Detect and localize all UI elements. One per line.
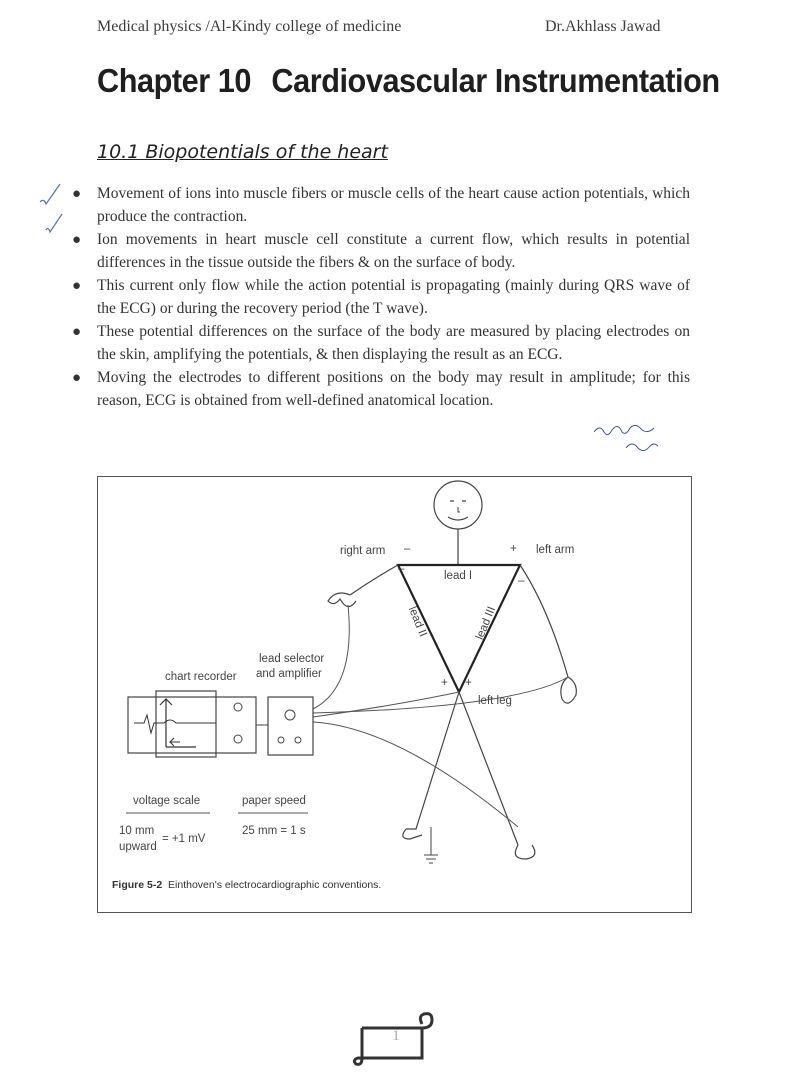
label-lead-ii: lead II — [405, 605, 429, 639]
label-lead-i: lead I — [444, 570, 473, 582]
bullet-item: ● These potential differences on the surface of the body are measured by placing electrodes on the skin, amplifying the potentials, & then displaying the result as an ECG. — [72, 323, 690, 363]
figure-caption — [112, 879, 381, 891]
label-chart-recorder: chart recorder — [165, 671, 237, 683]
label-lead-iii: lead III — [474, 604, 499, 642]
chapter-title — [97, 62, 720, 100]
chapter-name: Cardiovascular Instrumentation — [271, 62, 720, 99]
lead-selector — [268, 697, 313, 755]
label-voltage-equals: = +1 mV — [162, 833, 206, 845]
left-foot — [515, 845, 535, 859]
right-foot — [403, 829, 422, 839]
ground-symbol — [424, 855, 438, 863]
handwritten-annotation — [590, 418, 680, 454]
right-hand — [328, 593, 356, 607]
label-voltage-upward: upward — [119, 841, 157, 853]
header-course: Medical physics /Al-Kindy college of medicine — [97, 18, 402, 35]
einthoven-figure — [97, 476, 692, 913]
einthoven-diagram — [98, 477, 693, 914]
page-number: 1 — [392, 1028, 400, 1044]
stick-figure-head — [434, 481, 482, 529]
left-hand — [561, 677, 576, 703]
label-lead-selector: lead selector — [259, 653, 325, 665]
label-minus-lead-iii: – — [518, 575, 525, 587]
label-left-leg: left leg — [478, 695, 512, 707]
section-title: 10.1 Biopotentials of the heart — [97, 141, 388, 163]
label-paper-speed: paper speed — [242, 795, 306, 807]
bullet-item: ● Ion movements in heart muscle cell constitute a current flow, which results in potential differences in the tissue outside the fibers & on the surface of body. — [72, 231, 690, 271]
handwritten-checkmarks — [38, 180, 68, 250]
label-right-arm: right arm — [340, 545, 386, 557]
bullet-item: ● Movement of ions into muscle fibers or muscle cells of the heart cause action potentials, which produce the contraction. — [72, 185, 690, 225]
label-minus: – — [404, 543, 411, 555]
bullet-item: ● Moving the electrodes to different positions on the body may result in amplitude; for this reason, ECG is obtained from well-defined anatomical location. — [72, 369, 690, 409]
chart-recorder — [128, 697, 256, 753]
label-paper-value: 25 mm = 1 s — [242, 825, 306, 837]
label-amplifier: and amplifier — [256, 668, 322, 680]
label-plus-lead-iii: + — [465, 677, 472, 689]
label-voltage-scale: voltage scale — [133, 795, 201, 807]
label-voltage-value: 10 mm — [119, 825, 155, 837]
label-plus-lead-ii: + — [441, 677, 448, 689]
bullet-item: ● This current only flow while the action potential is propagating (mainly during QRS wave of the ECG) or during the recovery period (the T wave). — [72, 277, 690, 317]
caption-label: Figure 5-2 — [112, 879, 163, 891]
bullet-list — [70, 183, 690, 413]
caption-text: Einthoven's electrocardiographic conventions. — [168, 879, 382, 891]
chapter-number: Chapter 10 — [97, 62, 251, 99]
label-plus-left-arm: + — [510, 543, 517, 555]
header-author: Dr.Akhlass Jawad — [545, 18, 661, 35]
label-minus-lead-ii: – — [398, 563, 405, 575]
label-left-arm: left arm — [536, 544, 575, 556]
ecg-trace — [134, 715, 216, 733]
